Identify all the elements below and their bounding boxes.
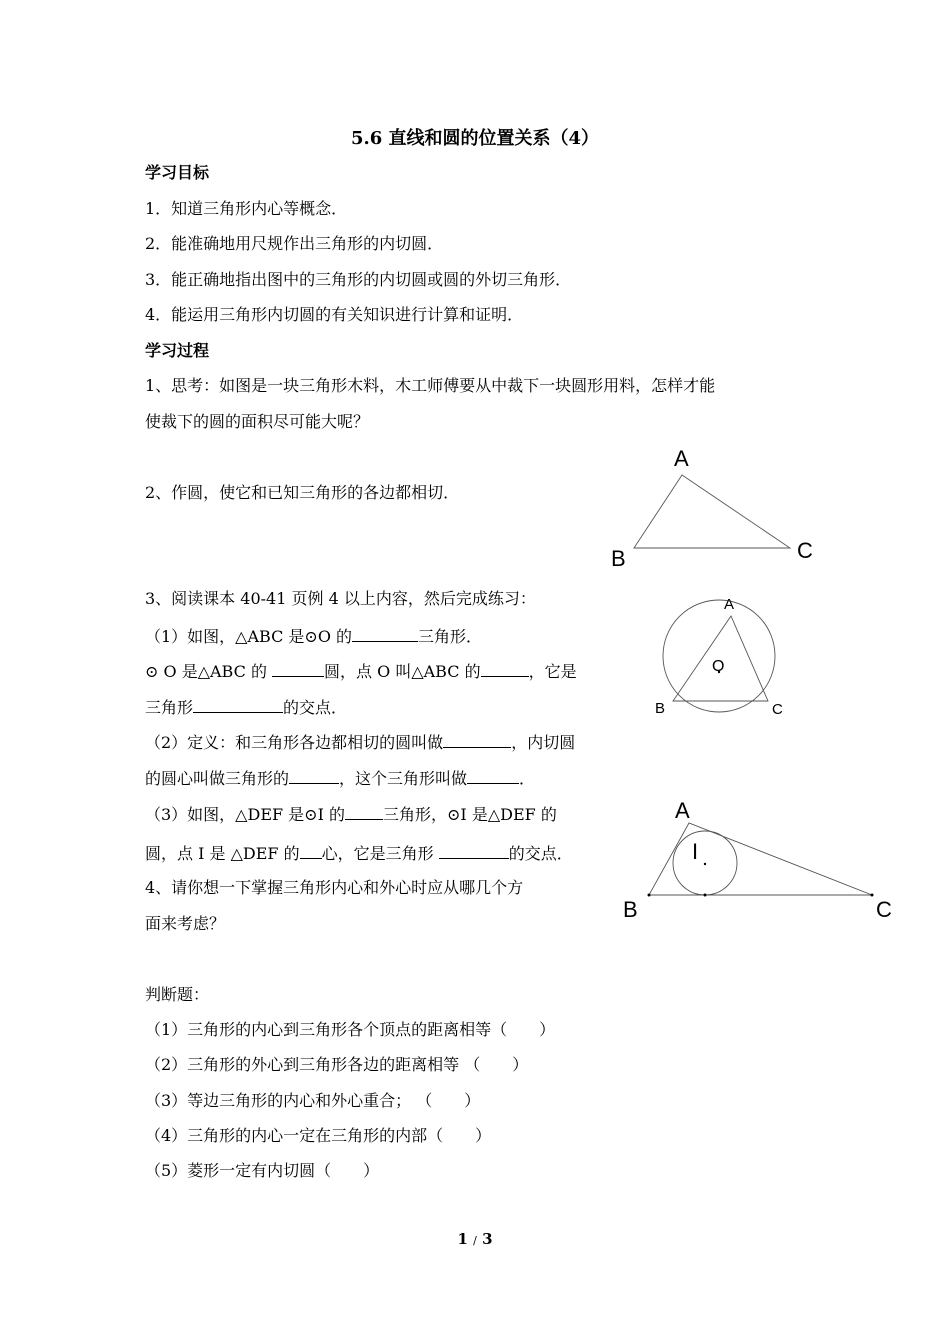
q1-line2: 使裁下的圆的面积尽可能大呢？ [145,412,370,431]
judge-item-5: （5）菱形一定有内切圆（ ） [145,1161,380,1180]
page-number: 1 / 3 [457,1230,493,1248]
q3-2b: 的圆心叫做三角形的 ，这个三角形叫做 ． [145,769,536,788]
fig1-label-a: A [674,446,689,471]
judge-item-4: （4）三角形的内心一定在三角形的内部（ ） [145,1126,492,1145]
fig1-label-b: B [611,546,626,571]
answer-blank[interactable] [443,731,511,748]
fig3-label-a: A [675,798,690,823]
answer-blank[interactable] [439,842,509,859]
incenter-point [704,863,706,865]
fig1-label-c: C [797,538,813,563]
triangle-abc-shape [634,475,790,548]
answer-blank[interactable] [345,803,383,820]
answer-blank[interactable] [289,767,339,784]
judge-heading: 判断题： [145,985,210,1004]
vertex-b-point [648,894,651,897]
fig3-label-c: C [876,897,892,922]
answer-blank[interactable] [352,625,418,642]
q3-1c: 三角形 的交点． [145,698,348,717]
q1-line1: 1、思考：如图是一块三角形木料，木工师傅要从中裁下一块圆形用料，怎样才能 [145,376,716,395]
goal-item-2: 2．能准确地用尺规作出三角形的内切圆． [145,234,444,253]
q3-3a: （3）如图，△DEF 是⊙I 的 三角形，⊙I 是△DEF 的 [145,805,557,824]
judge-item-3: （3）等边三角形的内心和外心重合； （ ） [145,1091,481,1110]
q2-text: 2、作圆，使它和已知三角形的各边都相切． [145,483,460,502]
answer-blank[interactable] [193,696,283,713]
answer-blank[interactable] [272,660,324,677]
circumcircle-shape [663,600,775,712]
q4-line2: 面来考虑？ [145,914,226,933]
answer-blank[interactable] [300,842,322,859]
page-title: 5.6 直线和圆的位置关系（4） [350,128,600,149]
goal-item-3: 3．能正确地指出图中的三角形的内切圆或圆的外切三角形． [145,270,572,289]
judge-item-2: （2）三角形的外心到三角形各边的距离相等 （ ） [145,1055,529,1074]
fig3-label-i: I [692,839,699,864]
figure-incircle [620,795,900,925]
q3-intro: 3、阅读课本 40-41 页例 4 以上内容，然后完成练习： [145,589,536,608]
q3-3b: 圆，点 I 是 △DEF 的 心，它是三角形 的交点． [145,844,573,863]
goal-item-1: 1．知道三角形内心等概念． [145,199,348,218]
judge-item-1: （1）三角形的内心到三角形各个顶点的距离相等（ ） [145,1020,556,1039]
figure-circumcircle [645,590,805,725]
vertex-c-point [871,894,874,897]
q3-2a: （2）定义：和三角形各边都相切的圆叫做 ，内切圆 [145,733,576,752]
answer-blank[interactable] [467,767,519,784]
fig3-label-b: B [623,897,638,922]
goal-item-4: 4．能运用三角形内切圆的有关知识进行计算和证明． [145,305,524,324]
answer-blank[interactable] [481,660,529,677]
q3-1a: （1）如图，△ABC 是⊙O 的 三角形． [145,627,483,646]
q3-1b: ⊙ O 是△ABC 的 圆，点 O 叫△ABC 的 ，它是 [145,662,577,681]
q4-line1: 4、请你想一下掌握三角形内心和外心时应从哪几个方 [145,878,524,897]
outer-triangle-shape [649,823,872,895]
fig2-label-b: B [655,700,666,717]
fig2-label-a: A [724,596,735,613]
fig2-label-o: O [712,658,725,675]
tangent-point [704,894,707,897]
fig2-label-c: C [772,701,783,718]
figure-triangle-abc [600,440,830,575]
process-heading: 学习过程 [145,341,210,360]
goals-heading: 学习目标 [145,163,210,182]
